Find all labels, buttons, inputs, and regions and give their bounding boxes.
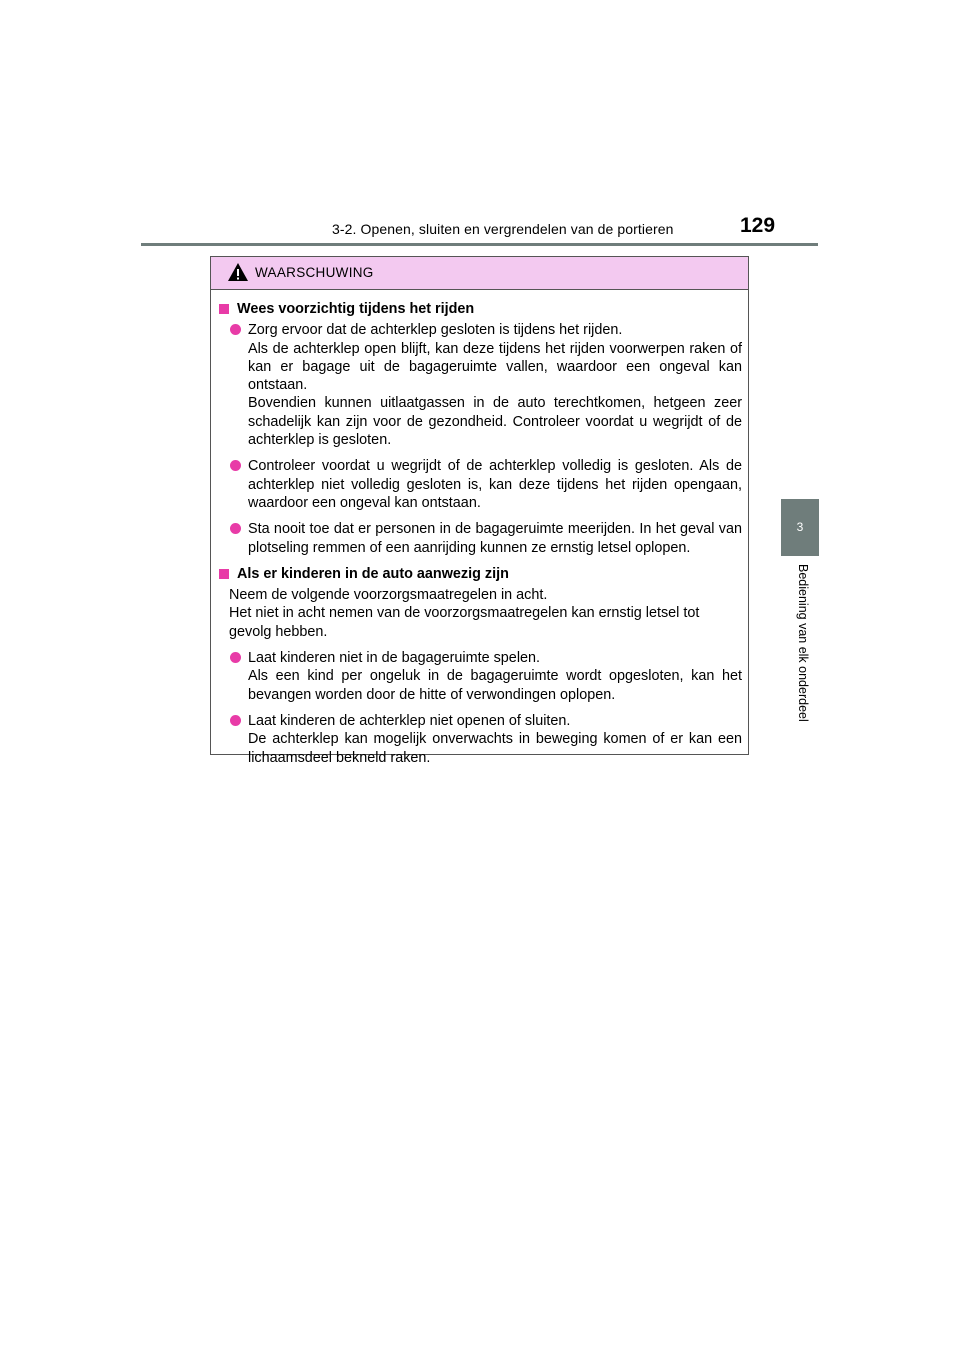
section-heading: Als er kinderen in de auto aanwezig zijn: [217, 565, 742, 583]
square-bullet-icon: [219, 569, 229, 579]
warning-body: [211, 290, 748, 767]
warning-title: WAARSCHUWING: [255, 265, 374, 280]
square-bullet-icon: [219, 304, 229, 314]
list-item: Zorg ervoor dat de achterklep gesloten is tijdens het rijden. Als de achterklep open blijft, kan deze tijdens het rijden voorwerpen raken of kan er bagage uit de bagageruimte vallen, waardoor een ongeval kan ontstaan. Bovendien kunnen uitlaatgassen in de auto terechtkomen, hetgeen zeer schadelijk kan zijn voor de gezondheid. Controleer voordat u wegrijdt of de achterklep is gesloten.: [217, 321, 742, 449]
list-item: Laat kinderen de achterklep niet openen of sluiten. De achterklep kan mogelijk onverwachts in beweging komen of er kan een lichaamsdeel bekneld raken.: [217, 712, 742, 767]
circle-bullet-icon: [230, 523, 241, 534]
circle-bullet-icon: [230, 324, 241, 335]
warning-header: [211, 257, 748, 290]
list-item: Sta nooit toe dat er personen in de bagageruimte meerijden. In het geval van plotseling remmen of een aanrijding kunnen ze ernstig letsel oplopen.: [217, 520, 742, 557]
list-item: Laat kinderen niet in de bagageruimte spelen. Als een kind per ongeluk in de bagageruimte wordt opgesloten, kan het bevangen worden door de hitte of verwondingen oplopen.: [217, 649, 742, 704]
header-rule: [141, 243, 818, 246]
chapter-label: Bediening van elk onderdeel: [796, 564, 810, 722]
list-item: Controleer voordat u wegrijdt of de achterklep volledig is gesloten. Als de achterklep niet volledig gesloten is, kan deze tijdens het rijden opengaan, waardoor een ongeval kan ontstaan.: [217, 457, 742, 512]
warning-triangle-icon: [227, 262, 249, 282]
section-intro: Neem de volgende voorzorgsmaatregelen in acht. Het niet in acht nemen van de voorzorgsmaatregelen kan ernstig letsel tot gevolg hebben.: [229, 587, 700, 640]
section-heading: Wees voorzichtig tijdens het rijden: [217, 300, 742, 318]
page-number: 129: [740, 214, 776, 237]
warning-box: [210, 256, 749, 766]
section-title: 3-2. Openen, sluiten en vergrendelen van de portieren: [332, 221, 674, 237]
circle-bullet-icon: [230, 460, 241, 471]
chapter-tab: 3: [781, 499, 819, 556]
circle-bullet-icon: [230, 715, 241, 726]
circle-bullet-icon: [230, 652, 241, 663]
